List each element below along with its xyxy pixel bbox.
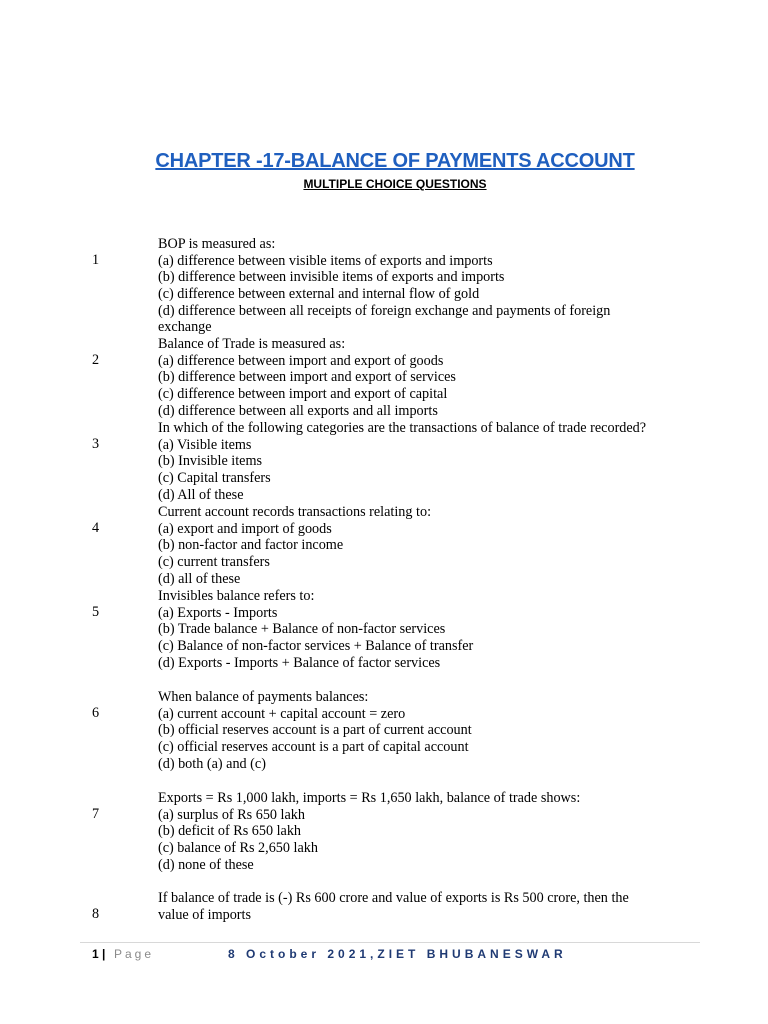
option-b: (b) non-factor and factor income [158, 537, 344, 554]
option-b: (b) difference between import and export of services [158, 369, 456, 386]
question-number: 4 [92, 520, 100, 536]
option-d-continued: exchange [158, 319, 212, 336]
question-number: 1 [92, 252, 100, 268]
footer-date-org: 8 October 2021,ZIET BHUBANESWAR [228, 947, 567, 961]
page-number-value: 1 [92, 947, 99, 961]
question-stem: If balance of trade is (-) Rs 600 crore and value of exports is Rs 500 crore, then the [158, 890, 629, 906]
question-stem: Exports = Rs 1,000 lakh, imports = Rs 1,650 lakh, balance of trade shows: [158, 790, 581, 806]
section-subtitle: MULTIPLE CHOICE QUESTIONS [303, 177, 487, 191]
question-number: 5 [92, 604, 100, 620]
question-stem: In which of the following categories are the transactions of balance of trade recorded? [158, 420, 647, 436]
question-stem: Balance of Trade is measured as: [158, 336, 346, 352]
page-label: Page [114, 947, 155, 961]
footer-divider [80, 942, 700, 943]
question-number: 2 [92, 352, 100, 368]
option-c: (c) official reserves account is a part of capital account [158, 739, 469, 756]
question-text [158, 588, 698, 671]
option-b: (b) Invisible items [158, 453, 263, 470]
option-d: (d) difference between all exports and all imports [158, 402, 438, 419]
question-text [158, 790, 698, 873]
question-text [158, 336, 698, 419]
question-stem: Current account records transactions relating to: [158, 504, 432, 520]
option-d: (d) none of these [158, 856, 254, 873]
question-text [158, 236, 698, 336]
question-text [158, 504, 698, 587]
option-a: (a) difference between visible items of exports and imports [158, 252, 493, 269]
option-b: (b) official reserves account is a part of current account [158, 722, 472, 739]
page-number [92, 947, 105, 961]
question-number: 3 [92, 436, 100, 452]
option-a: (a) Visible items [158, 436, 252, 453]
chapter-title: CHAPTER -17-BALANCE OF PAYMENTS ACCOUNT [155, 150, 635, 172]
question-stem: When balance of payments balances: [158, 689, 369, 705]
question-text [158, 420, 698, 503]
question-number: 6 [92, 705, 100, 721]
option-a: (a) Exports - Imports [158, 604, 278, 621]
question-text [158, 890, 698, 923]
option-a: (a) surplus of Rs 650 lakh [158, 806, 305, 823]
option-a: (a) current account + capital account = zero [158, 705, 406, 722]
option-b: (b) deficit of Rs 650 lakh [158, 823, 302, 840]
option-b: (b) difference between invisible items of exports and imports [158, 269, 505, 286]
option-d: (d) difference between all receipts of foreign exchange and payments of foreign [158, 302, 611, 319]
option-a: (a) export and import of goods [158, 520, 332, 537]
question-number: 7 [92, 806, 100, 822]
option-c: (c) Balance of non-factor services + Balance of transfer [158, 638, 474, 655]
question-stem: Invisibles balance refers to: [158, 588, 315, 604]
question-text [158, 689, 698, 772]
question-stem: BOP is measured as: [158, 236, 276, 252]
option-d: (d) Exports - Imports + Balance of factor services [158, 654, 441, 671]
option-c: (c) Capital transfers [158, 470, 271, 487]
option-a: (a) difference between import and export of goods [158, 352, 444, 369]
question-stem-continued: value of imports [158, 906, 251, 923]
option-d: (d) All of these [158, 486, 244, 503]
option-b: (b) Trade balance + Balance of non-factor services [158, 621, 446, 638]
option-c: (c) current transfers [158, 554, 270, 571]
option-c: (c) difference between import and export of capital [158, 386, 448, 403]
question-number: 8 [92, 906, 100, 922]
option-d: (d) both (a) and (c) [158, 755, 266, 772]
option-d: (d) all of these [158, 570, 241, 587]
option-c: (c) balance of Rs 2,650 lakh [158, 840, 318, 857]
page-separator: | [102, 947, 106, 961]
option-c: (c) difference between external and internal flow of gold [158, 286, 480, 303]
